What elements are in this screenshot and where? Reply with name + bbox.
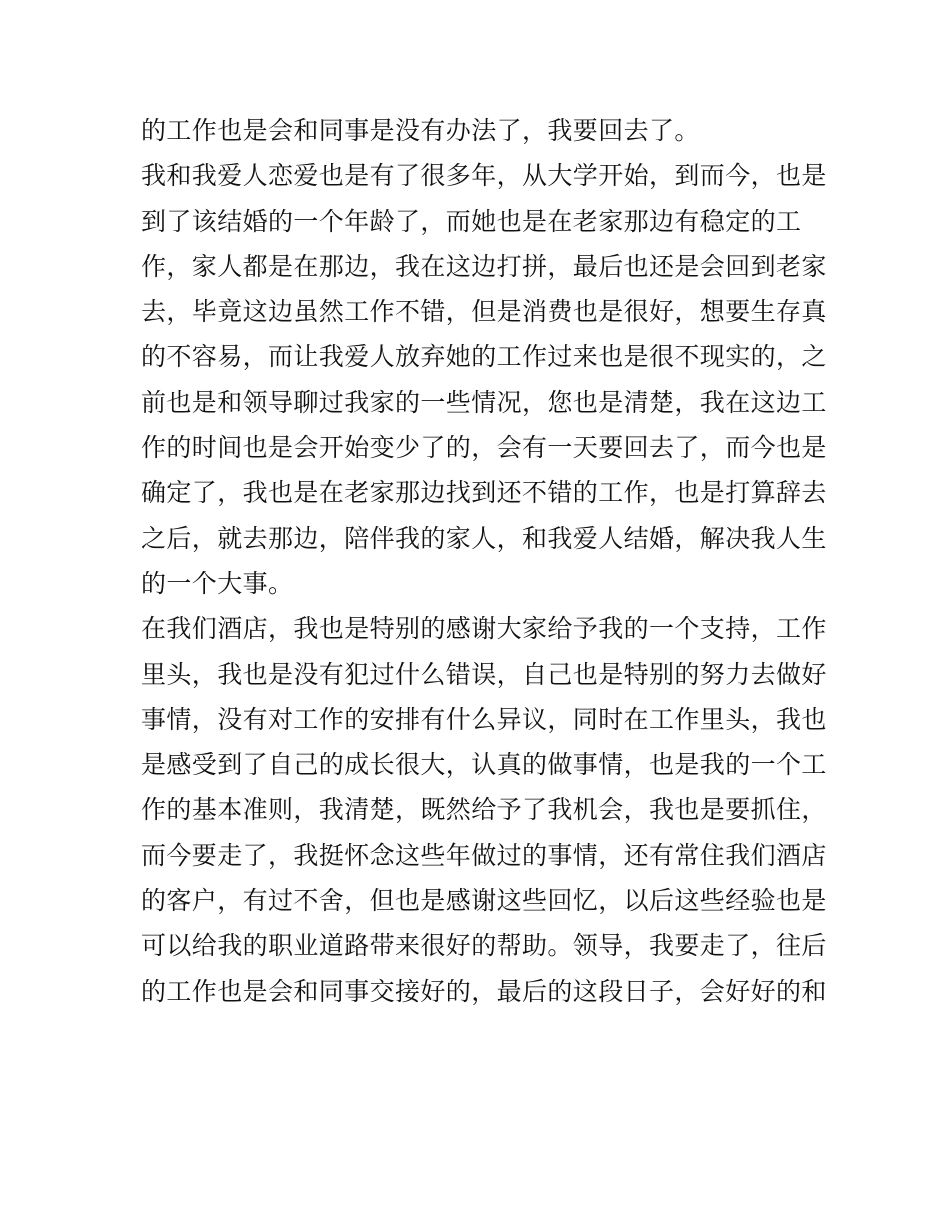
text-line: 作，家人都是在那边，我在这边打拼，最后也还是会回到老家 [141,251,827,281]
text-line: 里头，我也是没有犯过什么错误，自己也是特别的努力去做好 [141,659,827,689]
text-line: 之后，就去那边，陪伴我的家人，和我爱人结婚，解决我人生 [141,523,827,553]
text-line: 作的时间也是会开始变少了的，会有一天要回去了，而今也是 [141,433,827,463]
text-line: 我和我爱人恋爱也是有了很多年，从大学开始，到而今，也是 [141,161,827,191]
text-line: 的一个大事。 [141,568,294,598]
text-line: 可以给我的职业道路带来很好的帮助。领导，我要走了，往后 [141,931,827,961]
document-body [141,108,827,1014]
text-line: 而今要走了，我挺怀念这些年做过的事情，还有常住我们酒店 [141,840,827,870]
text-line: 是感受到了自己的成长很大，认真的做事情，也是我的一个工 [141,750,827,780]
text-line: 到了该结婚的一个年龄了，而她也是在老家那边有稳定的工 [141,206,802,236]
text-line: 事情，没有对工作的安排有什么异议，同时在工作里头，我也 [141,704,827,734]
text-line: 作的基本准则，我清楚，既然给予了我机会，我也是要抓住， [141,795,827,825]
text-line: 的工作也是会和同事交接好的，最后的这段日子，会好好的和 [141,976,827,1006]
text-line: 前也是和领导聊过我家的一些情况，您也是清楚，我在这边工 [141,387,827,417]
text-line: 在我们酒店，我也是特别的感谢大家给予我的一个支持，工作 [141,614,827,644]
text-line: 确定了，我也是在老家那边找到还不错的工作，也是打算辞去 [141,478,827,508]
text-line: 去，毕竟这边虽然工作不错，但是消费也是很好，想要生存真 [141,297,827,327]
text-line: 的客户，有过不舍，但也是感谢这些回忆，以后这些经验也是 [141,886,827,916]
text-line: 的工作也是会和同事是没有办法了，我要回去了。 [141,116,700,145]
text-line: 的不容易，而让我爱人放弃她的工作过来也是很不现实的，之 [141,342,827,372]
